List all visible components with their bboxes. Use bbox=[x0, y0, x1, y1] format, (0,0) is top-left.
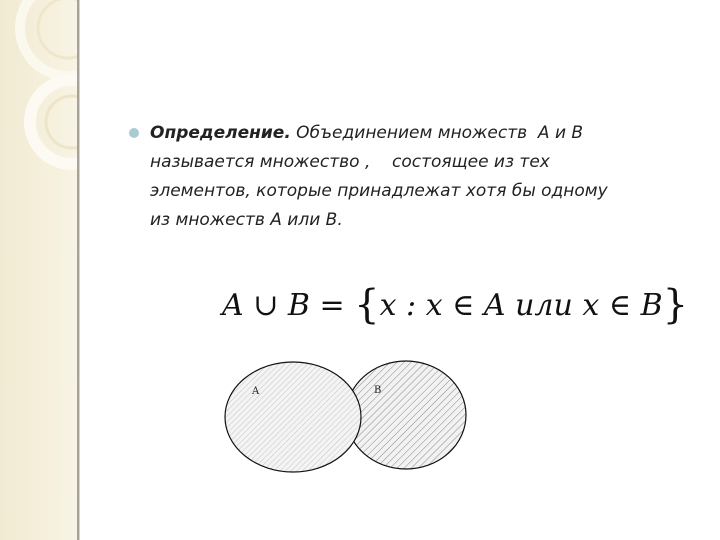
set-a-label: A bbox=[252, 386, 260, 397]
set-b-label: B bbox=[374, 385, 382, 396]
definition-line-3: элементов, которые принадлежат хотя бы одному bbox=[150, 181, 608, 201]
set-a-circle bbox=[225, 362, 361, 472]
definition-line-2: называется множество , состоящее из тех bbox=[150, 152, 550, 172]
set-b-circle bbox=[346, 361, 466, 469]
formula-body: x : x ∈ A или x ∈ B bbox=[379, 288, 663, 323]
formula-left: A ∪ B = bbox=[222, 288, 355, 323]
definition-text bbox=[150, 119, 710, 235]
union-formula bbox=[222, 283, 688, 328]
band-divider-highlight bbox=[79, 0, 80, 540]
decorative-circles bbox=[0, 0, 80, 540]
bullet-icon bbox=[129, 128, 139, 138]
formula-brace-open: { bbox=[354, 282, 380, 328]
definition-line-4: из множеств А или В. bbox=[150, 210, 343, 230]
definition-line-1-rest: Объединением множеств А и В bbox=[290, 123, 584, 143]
definition-line-1 bbox=[150, 119, 710, 148]
formula-brace-close: } bbox=[662, 282, 689, 328]
venn-diagram bbox=[220, 355, 480, 485]
definition-term: Определение. bbox=[150, 123, 291, 143]
